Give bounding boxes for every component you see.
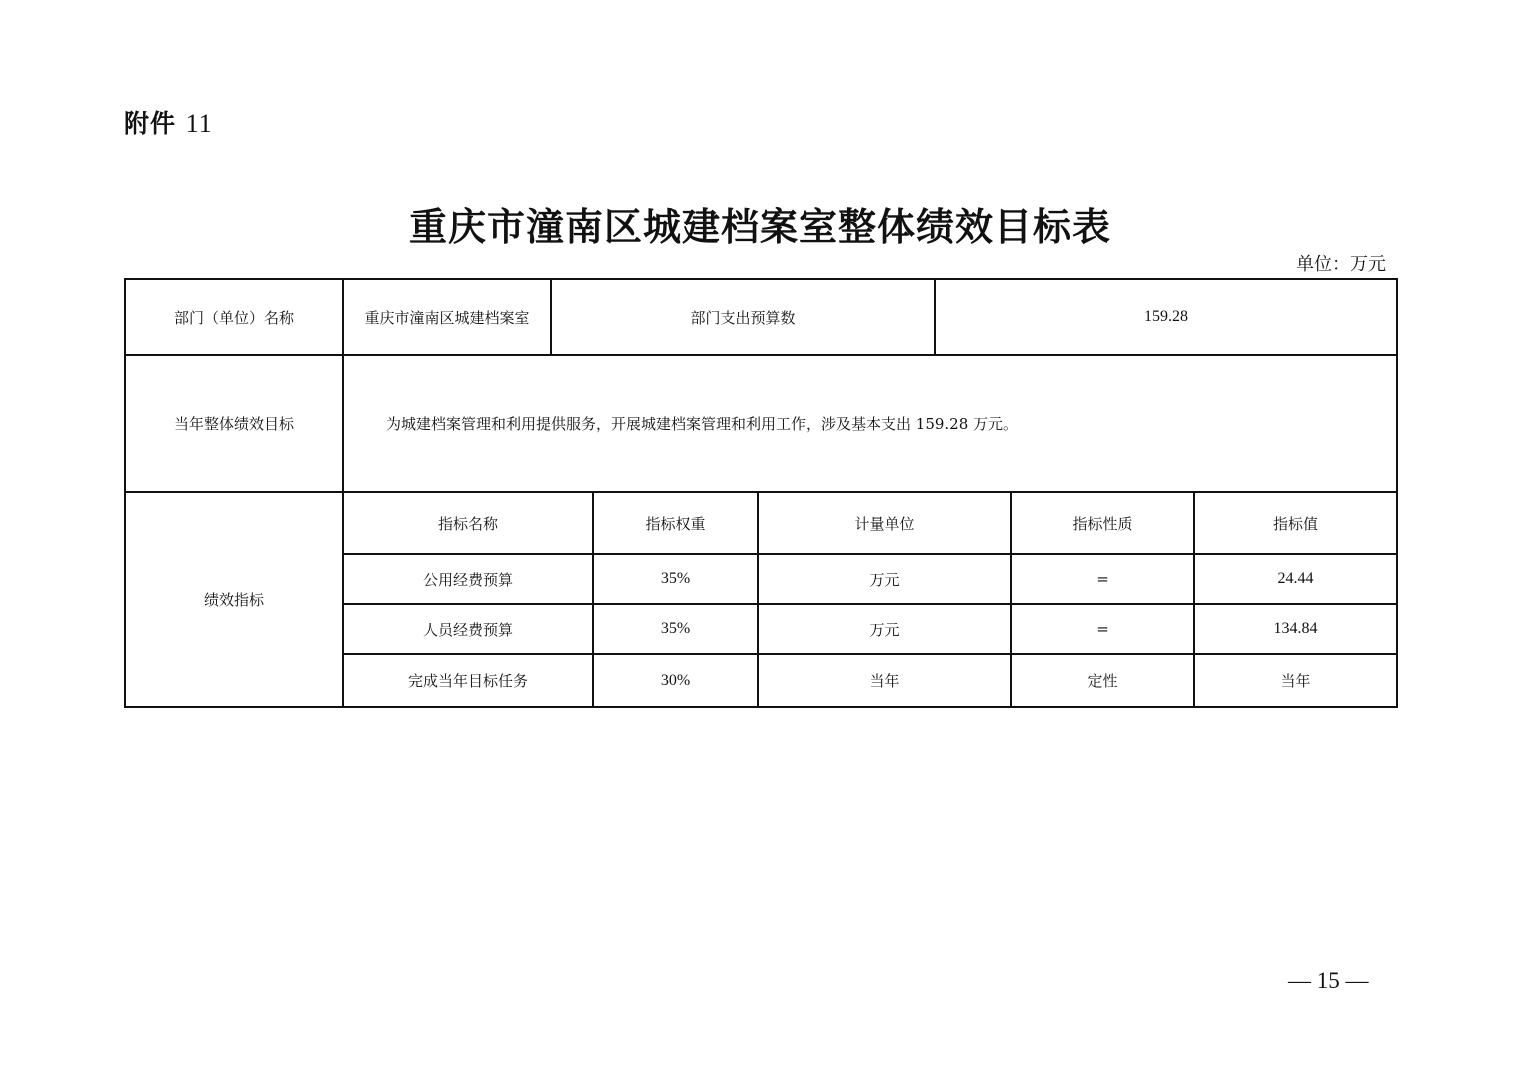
attachment-label — [124, 104, 213, 140]
indicator-value: 当年 — [1194, 654, 1397, 707]
indicator-name: 公用经费预算 — [343, 554, 593, 604]
dept-name-label: 部门（单位）名称 — [125, 279, 343, 355]
attachment-number: 11 — [185, 109, 213, 138]
indicator-value: 24.44 — [1194, 554, 1397, 604]
goal-label: 当年整体绩效目标 — [125, 355, 343, 492]
header-indicator-name: 指标名称 — [343, 492, 593, 554]
measure-unit: 万元 — [758, 604, 1011, 654]
dept-name-value: 重庆市潼南区城建档案室 — [343, 279, 551, 355]
unit-note: 单位：万元 — [1296, 254, 1386, 275]
indicator-header-row — [125, 492, 1397, 554]
goal-row — [125, 355, 1397, 492]
budget-value: 159.28 — [935, 279, 1397, 355]
indicator-nature: = — [1011, 554, 1194, 604]
summary-row — [125, 279, 1397, 355]
measure-unit: 当年 — [758, 654, 1011, 707]
page-number: — 15 — — [1288, 968, 1369, 993]
document-title: 重庆市潼南区城建档案室整体绩效目标表 — [408, 204, 1111, 249]
indicator-weight: 35% — [593, 604, 758, 654]
header-indicator-nature: 指标性质 — [1011, 492, 1194, 554]
indicators-section-label: 绩效指标 — [125, 492, 343, 707]
indicator-nature: = — [1011, 604, 1194, 654]
indicator-value: 134.84 — [1194, 604, 1397, 654]
indicator-weight: 30% — [593, 654, 758, 707]
header-measure-unit: 计量单位 — [758, 492, 1011, 554]
performance-target-table — [124, 278, 1398, 708]
goal-text: 为城建档案管理和利用提供服务，开展城建档案管理和利用工作，涉及基本支出 159.28 万元。 — [343, 355, 1397, 492]
indicator-weight: 35% — [593, 554, 758, 604]
measure-unit: 万元 — [758, 554, 1011, 604]
budget-label: 部门支出预算数 — [551, 279, 935, 355]
header-indicator-value: 指标值 — [1194, 492, 1397, 554]
indicator-name: 人员经费预算 — [343, 604, 593, 654]
header-indicator-weight: 指标权重 — [593, 492, 758, 554]
indicator-name: 完成当年目标任务 — [343, 654, 593, 707]
attachment-prefix: 附件 — [124, 109, 177, 138]
indicator-nature: 定性 — [1011, 654, 1194, 707]
